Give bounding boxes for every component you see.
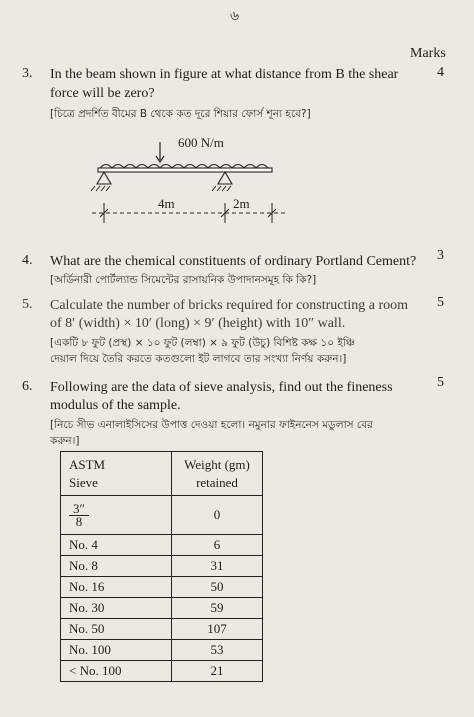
page-number: ৬ bbox=[230, 9, 240, 24]
sieve-cell bbox=[61, 496, 172, 535]
sieve-cell: No. 8 bbox=[61, 556, 172, 577]
sieve-analysis-table bbox=[60, 451, 263, 682]
question-4-text: What are the chemical constituents of ordinary Portland Cement? bbox=[50, 254, 417, 269]
header-astm-sieve: ASTM Sieve bbox=[61, 452, 172, 496]
question-5-text-line1: Calculate the number of bricks required for constructing a room bbox=[50, 298, 409, 313]
question-4-number: 4. bbox=[22, 253, 33, 268]
table-row bbox=[61, 619, 263, 640]
weight-cell: 107 bbox=[172, 619, 263, 640]
sieve-cell: No. 16 bbox=[61, 577, 172, 598]
table-row bbox=[61, 535, 263, 556]
question-4-marks: 3 bbox=[437, 248, 444, 263]
question-5-text-line2: of 8′ (width) × 10′ (long) × 9′ (height) with 10″ wall. bbox=[50, 316, 346, 331]
table-row bbox=[61, 577, 263, 598]
question-6-bengali-line1: [নিচে সীভ এনালাইসিসের উপাত্ত দেওয়া হলো। নমুনার ফাইননেস মডুলাস বের bbox=[50, 419, 373, 431]
weight-cell: 31 bbox=[172, 556, 263, 577]
table-row bbox=[61, 598, 263, 619]
table-row bbox=[61, 661, 263, 682]
weight-cell: 50 bbox=[172, 577, 263, 598]
question-6-marks: 5 bbox=[437, 375, 444, 390]
load-label: 600 N/m bbox=[178, 135, 224, 150]
sieve-cell: No. 30 bbox=[61, 598, 172, 619]
question-6-bengali-line2: করুন।] bbox=[50, 435, 80, 447]
beam-figure bbox=[80, 128, 310, 243]
question-5-number: 5. bbox=[22, 297, 33, 312]
question-3-number: 3. bbox=[22, 66, 33, 81]
question-6-text-line2: modulus of the sample. bbox=[50, 398, 181, 413]
span-overhang-label: 2m bbox=[233, 196, 250, 211]
sieve-cell: No. 50 bbox=[61, 619, 172, 640]
question-3-text-line1: In the beam shown in figure at what distance from B the shear bbox=[50, 67, 399, 82]
weight-cell: 21 bbox=[172, 661, 263, 682]
question-6-text-line1: Following are the data of sieve analysis, find out the fineness bbox=[50, 380, 393, 395]
span-ab-label: 4m bbox=[158, 196, 175, 211]
table-row bbox=[61, 556, 263, 577]
question-6-number: 6. bbox=[22, 379, 33, 394]
sieve-cell: No. 100 bbox=[61, 640, 172, 661]
weight-cell: 0 bbox=[172, 496, 263, 535]
table-header-row bbox=[61, 452, 263, 496]
weight-cell: 53 bbox=[172, 640, 263, 661]
question-3-bengali: [চিত্রে প্রদর্শিত বীমের B থেকে কত দূরে শিয়ার ফোর্স শূন্য হবে?] bbox=[50, 108, 311, 120]
marks-column-heading: Marks bbox=[410, 46, 446, 61]
sieve-cell: No. 4 bbox=[61, 535, 172, 556]
question-3-marks: 4 bbox=[437, 65, 444, 80]
question-5-bengali-line2: দেয়াল দিয়ে তৈরি করতে কতগুলো ইট লাগবে তার সংখ্যা নির্ণয় করুন।] bbox=[50, 353, 347, 365]
question-5-bengali-line1: [একটি ৮ ফুট (প্রস্থ) × ১০ ফুট (লম্বা) × ৯ ফুট (উচু) বিশিষ্ট কক্ষ ১০ ইঞ্চি bbox=[50, 337, 356, 349]
question-5-marks: 5 bbox=[437, 295, 444, 310]
header-weight-retained: Weight (gm) retained bbox=[172, 452, 263, 496]
table-row bbox=[61, 496, 263, 535]
sieve-cell: < No. 100 bbox=[61, 661, 172, 682]
table-row bbox=[61, 640, 263, 661]
question-3-text-line2: force will be zero? bbox=[50, 86, 155, 101]
weight-cell: 59 bbox=[172, 598, 263, 619]
weight-cell: 6 bbox=[172, 535, 263, 556]
question-4-bengali: [অর্ডিনারী পোর্টল্যান্ড সিমেন্টের রাসায়নিক উপাদানসমূহ কি কি?] bbox=[50, 274, 317, 286]
fraction-3-8: $\frac{3''}{8}$ bbox=[69, 503, 89, 528]
